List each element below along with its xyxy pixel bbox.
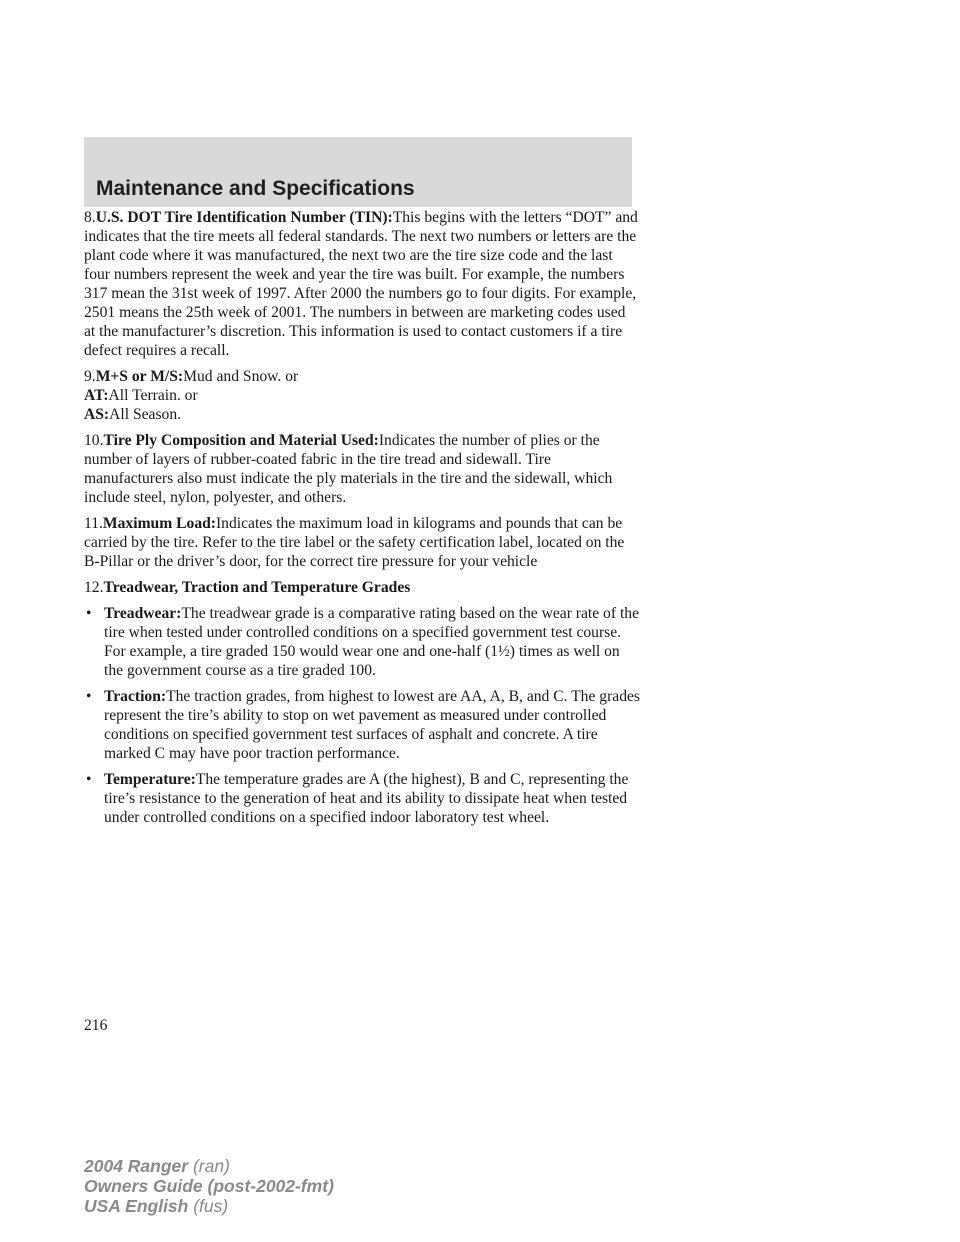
item-mud-snow — [84, 367, 640, 424]
item-term: Tire Ply Composition and Material Used: — [103, 432, 379, 449]
item-text: This begins with the letters “DOT” and indicates that the tire meets all federal standards. The next two numbers or letters are the plant code where it was manufactured, the next two are the tire size code and the last four numbers represent the week and year the tire was built. For example, the numbers 317 mean the 31st week of 1997. After 2000 the numbers go to four digits. For example, 2501 means the 25th week of 2001. The numbers in between are marketing codes used at the manufacturer’s discretion. This information is used to contact customers if a tire defect requires a recall. — [84, 209, 638, 359]
item-number: 8. — [84, 209, 96, 226]
item-text: Mud and Snow. or — [183, 368, 299, 385]
item-number: 10. — [84, 432, 104, 449]
item-dot-tin — [84, 208, 640, 360]
item-text: Indicates the number of plies or the number of layers of rubber-coated fabric in the tire tread and sidewall. Tire manufacturers also must indicate the ply materials in the tire and the sidewall, which include steel, nylon, polyester, and others. — [84, 432, 613, 506]
page-content — [84, 208, 640, 834]
item-maximum-load — [84, 514, 640, 571]
bullet-text: The temperature grades are A (the highest), B and C, representing the tire’s resistance to the generation of heat and its ability to dissipate heat when tested under controlled conditions on a specified indoor laboratory test wheel. — [104, 771, 629, 826]
item-text: All Season. — [109, 406, 182, 423]
bullet-treadwear — [84, 604, 640, 680]
footer-language-code: (fus) — [193, 1196, 229, 1216]
item-grades-heading — [84, 578, 640, 597]
item-text: All Terrain. or — [108, 387, 198, 404]
footer-model: 2004 Ranger — [84, 1156, 189, 1176]
item-term: Maximum Load: — [102, 515, 216, 532]
item-term: M+S or M/S: — [95, 368, 184, 385]
footer-model-code: (ran) — [192, 1156, 230, 1176]
item-term: U.S. DOT Tire Identification Number (TIN): — [95, 209, 393, 226]
bullet-icon: • — [86, 688, 92, 705]
bullet-traction — [84, 687, 640, 763]
section-header-band — [84, 137, 632, 207]
bullet-text: The traction grades, from highest to lowest are AA, A, B, and C. The grades represent the tire’s ability to stop on wet pavement as measured under controlled conditions on specified government test surfaces of asphalt and concrete. A tire marked C may have poor traction performance. — [104, 688, 640, 762]
page-number: 216 — [84, 1017, 108, 1034]
bullet-temperature — [84, 770, 640, 827]
footer-language: USA English — [84, 1196, 189, 1216]
bullet-term: Temperature: — [104, 771, 196, 788]
bullet-icon: • — [86, 771, 92, 788]
item-text: Indicates the maximum load in kilograms and pounds that can be carried by the tire. Refer to the tire label or the safety certification label, located on the B-Pillar or the driver’s door, for the correct tire pressure for your vehicle — [84, 515, 625, 570]
bullet-term: Treadwear: — [104, 605, 182, 622]
bullet-term: Traction: — [104, 688, 167, 705]
item-term: AT: — [84, 387, 109, 404]
item-term: AS: — [84, 406, 110, 423]
item-term: Treadwear, Traction and Temperature Grades — [103, 579, 411, 596]
section-title: Maintenance and Specifications — [96, 177, 415, 200]
bullet-icon: • — [86, 605, 92, 622]
document-footer — [84, 1156, 334, 1216]
bullet-text: The treadwear grade is a comparative rating based on the wear rate of the tire when tested under controlled conditions on a specified government test course. For example, a tire graded 150 would wear one and one-half (1½) times as well on the government course as a tire graded 100. — [104, 605, 639, 679]
footer-guide: Owners Guide (post-2002-fmt) — [84, 1176, 334, 1196]
item-ply-composition — [84, 431, 640, 507]
item-number: 12. — [84, 579, 104, 596]
item-number: 11. — [84, 515, 103, 532]
item-number: 9. — [84, 368, 96, 385]
